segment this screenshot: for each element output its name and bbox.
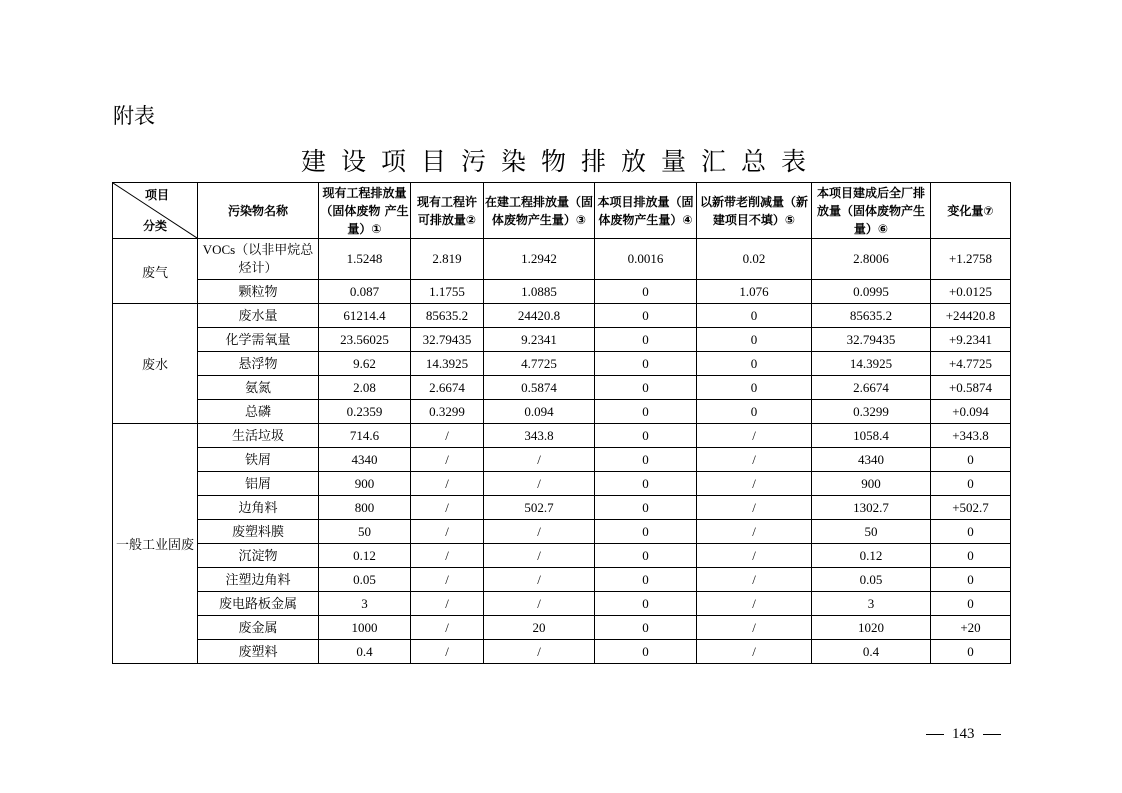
value-cell-col6: 2.8006	[812, 239, 931, 280]
value-cell-col2: /	[411, 424, 484, 448]
pollutant-name-cell: 沉淀物	[198, 544, 319, 568]
value-cell-col2: 1.1755	[411, 280, 484, 304]
table-row	[113, 328, 1011, 352]
table-row	[113, 376, 1011, 400]
value-cell-col5: /	[697, 592, 812, 616]
value-cell-col1: 1000	[319, 616, 411, 640]
value-cell-col4: 0	[595, 400, 697, 424]
table-row	[113, 544, 1011, 568]
value-cell-col3: 20	[484, 616, 595, 640]
value-cell-col2: 14.3925	[411, 352, 484, 376]
value-cell-col6: 1020	[812, 616, 931, 640]
value-cell-col3: /	[484, 640, 595, 664]
value-cell-col6: 0.4	[812, 640, 931, 664]
header-col2: 现有工程许可排放量②	[411, 183, 484, 239]
value-cell-col7: 0	[931, 640, 1011, 664]
value-cell-col3: 1.0885	[484, 280, 595, 304]
pollutant-name-cell: 废电路板金属	[198, 592, 319, 616]
value-cell-col3: 0.5874	[484, 376, 595, 400]
value-cell-col4: 0	[595, 376, 697, 400]
value-cell-col3: 4.7725	[484, 352, 595, 376]
corner-header-cell	[113, 183, 198, 239]
value-cell-col6: 0.0995	[812, 280, 931, 304]
value-cell-col7: +9.2341	[931, 328, 1011, 352]
value-cell-col4: 0	[595, 304, 697, 328]
value-cell-col2: /	[411, 496, 484, 520]
value-cell-col3: /	[484, 472, 595, 496]
value-cell-col1: 23.56025	[319, 328, 411, 352]
value-cell-col4: 0	[595, 496, 697, 520]
value-cell-col4: 0	[595, 520, 697, 544]
value-cell-col3: /	[484, 544, 595, 568]
pollutant-name-cell: 废水量	[198, 304, 319, 328]
value-cell-col5: /	[697, 544, 812, 568]
value-cell-col5: /	[697, 520, 812, 544]
value-cell-col4: 0	[595, 280, 697, 304]
value-cell-col7: 0	[931, 592, 1011, 616]
pollutant-name-cell: 颗粒物	[198, 280, 319, 304]
table-body	[113, 239, 1011, 664]
table-row	[113, 280, 1011, 304]
value-cell-col7: +343.8	[931, 424, 1011, 448]
value-cell-col7: 0	[931, 472, 1011, 496]
value-cell-col7: +502.7	[931, 496, 1011, 520]
value-cell-col6: 3	[812, 592, 931, 616]
page-number	[918, 726, 1009, 743]
pollutant-name-cell: 铝屑	[198, 472, 319, 496]
value-cell-col6: 0.3299	[812, 400, 931, 424]
table-row	[113, 520, 1011, 544]
value-cell-col6: 50	[812, 520, 931, 544]
table-row	[113, 424, 1011, 448]
value-cell-col3: /	[484, 520, 595, 544]
header-item: 项目	[144, 188, 169, 202]
value-cell-col5: 1.076	[697, 280, 812, 304]
value-cell-col3: 502.7	[484, 496, 595, 520]
category-cell: 废气	[113, 239, 198, 304]
value-cell-col7: 0	[931, 448, 1011, 472]
value-cell-col2: /	[411, 568, 484, 592]
value-cell-col5: 0	[697, 352, 812, 376]
value-cell-col6: 1302.7	[812, 496, 931, 520]
value-cell-col6: 0.12	[812, 544, 931, 568]
value-cell-col2: /	[411, 472, 484, 496]
header-col6: 本项目建成后全厂排放量（固体废物产生量）⑥	[812, 183, 931, 239]
value-cell-col5: 0.02	[697, 239, 812, 280]
value-cell-col5: /	[697, 568, 812, 592]
pollutant-name-cell: 废塑料	[198, 640, 319, 664]
pollutant-name-cell: 注塑边角料	[198, 568, 319, 592]
value-cell-col5: /	[697, 448, 812, 472]
header-col3: 在建工程排放量（固体废物产生量）③	[484, 183, 595, 239]
header-col4: 本项目排放量（固体废物产生量）④	[595, 183, 697, 239]
value-cell-col5: /	[697, 424, 812, 448]
value-cell-col2: /	[411, 592, 484, 616]
value-cell-col5: 0	[697, 328, 812, 352]
table-row	[113, 400, 1011, 424]
table-row	[113, 352, 1011, 376]
value-cell-col4: 0	[595, 568, 697, 592]
value-cell-col7: +1.2758	[931, 239, 1011, 280]
value-cell-col1: 800	[319, 496, 411, 520]
value-cell-col1: 9.62	[319, 352, 411, 376]
page-number-text: 143	[952, 726, 975, 742]
appendix-label: 附表	[113, 104, 155, 128]
value-cell-col1: 0.05	[319, 568, 411, 592]
value-cell-col3: /	[484, 568, 595, 592]
value-cell-col1: 4340	[319, 448, 411, 472]
value-cell-col4: 0	[595, 424, 697, 448]
value-cell-col7: 0	[931, 544, 1011, 568]
value-cell-col4: 0	[595, 448, 697, 472]
pollutant-name-cell: 废金属	[198, 616, 319, 640]
table-row	[113, 568, 1011, 592]
value-cell-col4: 0	[595, 472, 697, 496]
header-col1: 现有工程排放量（固体废物 产生量）①	[319, 183, 411, 239]
emission-summary-table	[112, 182, 1011, 664]
table-row	[113, 640, 1011, 664]
value-cell-col1: 0.2359	[319, 400, 411, 424]
value-cell-col2: /	[411, 520, 484, 544]
value-cell-col7: +20	[931, 616, 1011, 640]
pollutant-name-cell: VOCs（以非甲烷总烃计）	[198, 239, 319, 280]
value-cell-col2: /	[411, 544, 484, 568]
dash-right	[983, 734, 1001, 735]
value-cell-col5: 0	[697, 400, 812, 424]
value-cell-col4: 0	[595, 640, 697, 664]
value-cell-col5: /	[697, 472, 812, 496]
value-cell-col7: +4.7725	[931, 352, 1011, 376]
value-cell-col1: 3	[319, 592, 411, 616]
header-col5: 以新带老削减量（新建项目不填）⑤	[697, 183, 812, 239]
table-row	[113, 592, 1011, 616]
value-cell-col5: 0	[697, 376, 812, 400]
value-cell-col1: 0.4	[319, 640, 411, 664]
value-cell-col1: 2.08	[319, 376, 411, 400]
value-cell-col2: /	[411, 640, 484, 664]
table-row	[113, 239, 1011, 280]
value-cell-col6: 0.05	[812, 568, 931, 592]
value-cell-col1: 714.6	[319, 424, 411, 448]
value-cell-col3: /	[484, 448, 595, 472]
value-cell-col6: 32.79435	[812, 328, 931, 352]
value-cell-col6: 4340	[812, 448, 931, 472]
value-cell-col2: 2.6674	[411, 376, 484, 400]
value-cell-col7: +24420.8	[931, 304, 1011, 328]
value-cell-col5: /	[697, 496, 812, 520]
value-cell-col7: +0.094	[931, 400, 1011, 424]
pollutant-name-cell: 总磷	[198, 400, 319, 424]
value-cell-col5: 0	[697, 304, 812, 328]
value-cell-col2: 85635.2	[411, 304, 484, 328]
value-cell-col6: 2.6674	[812, 376, 931, 400]
category-cell: 一般工业固废	[113, 424, 198, 664]
value-cell-col4: 0	[595, 328, 697, 352]
table-row	[113, 496, 1011, 520]
page-title: 建设项目污染物排放量汇总表	[300, 147, 821, 176]
pollutant-name-cell: 氨氮	[198, 376, 319, 400]
value-cell-col4: 0	[595, 352, 697, 376]
value-cell-col5: /	[697, 640, 812, 664]
value-cell-col3: /	[484, 592, 595, 616]
table-row	[113, 472, 1011, 496]
value-cell-col7: 0	[931, 568, 1011, 592]
value-cell-col6: 900	[812, 472, 931, 496]
pollutant-name-cell: 悬浮物	[198, 352, 319, 376]
pollutant-name-cell: 边角料	[198, 496, 319, 520]
value-cell-col1: 50	[319, 520, 411, 544]
value-cell-col5: /	[697, 616, 812, 640]
value-cell-col3: 0.094	[484, 400, 595, 424]
value-cell-col6: 85635.2	[812, 304, 931, 328]
value-cell-col4: 0	[595, 544, 697, 568]
value-cell-col2: 2.819	[411, 239, 484, 280]
header-category: 分类	[143, 219, 168, 233]
value-cell-col4: 0.0016	[595, 239, 697, 280]
value-cell-col2: /	[411, 448, 484, 472]
value-cell-col1: 0.087	[319, 280, 411, 304]
value-cell-col3: 343.8	[484, 424, 595, 448]
value-cell-col7: 0	[931, 520, 1011, 544]
value-cell-col1: 900	[319, 472, 411, 496]
value-cell-col2: /	[411, 616, 484, 640]
header-pollutant: 污染物名称	[198, 183, 319, 239]
pollutant-name-cell: 生活垃圾	[198, 424, 319, 448]
pollutant-name-cell: 化学需氧量	[198, 328, 319, 352]
value-cell-col2: 0.3299	[411, 400, 484, 424]
value-cell-col6: 14.3925	[812, 352, 931, 376]
value-cell-col6: 1058.4	[812, 424, 931, 448]
header-row	[113, 183, 1011, 239]
category-cell: 废水	[113, 304, 198, 424]
value-cell-col1: 0.12	[319, 544, 411, 568]
value-cell-col4: 0	[595, 592, 697, 616]
value-cell-col1: 61214.4	[319, 304, 411, 328]
value-cell-col2: 32.79435	[411, 328, 484, 352]
pollutant-name-cell: 铁屑	[198, 448, 319, 472]
table-row	[113, 304, 1011, 328]
value-cell-col3: 1.2942	[484, 239, 595, 280]
value-cell-col3: 24420.8	[484, 304, 595, 328]
value-cell-col7: +0.0125	[931, 280, 1011, 304]
pollutant-name-cell: 废塑料膜	[198, 520, 319, 544]
header-col7: 变化量⑦	[931, 183, 1011, 239]
dash-left	[926, 734, 944, 735]
value-cell-col4: 0	[595, 616, 697, 640]
table-row	[113, 616, 1011, 640]
value-cell-col7: +0.5874	[931, 376, 1011, 400]
table-row	[113, 448, 1011, 472]
value-cell-col3: 9.2341	[484, 328, 595, 352]
value-cell-col1: 1.5248	[319, 239, 411, 280]
